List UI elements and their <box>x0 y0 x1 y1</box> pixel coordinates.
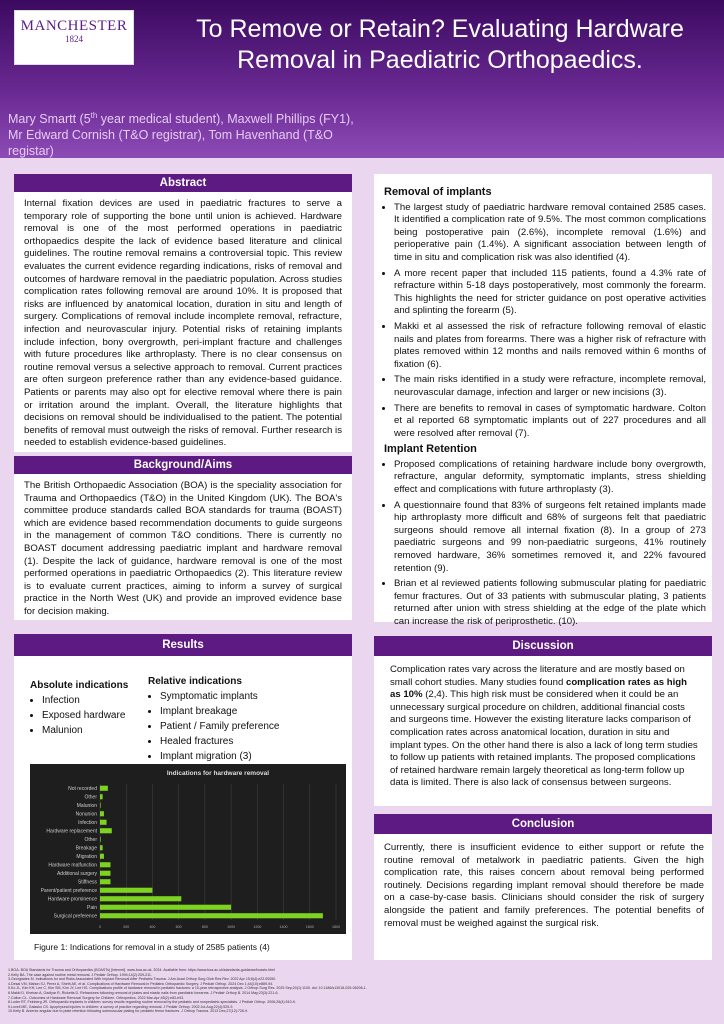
reference-item: 7.Colton CL. Outcomes of Hardware Removal Surgery for Children. Orthopedics. 2022 Mar-Apr;45(2):e83-e93. <box>8 995 185 1000</box>
removal-bullet: • There are benefits to removal in cases of symptomatic hardware. Colton et al reported 68 symptomatic implants out of 227 procedures and all were resolved after removal (7). <box>394 403 706 441</box>
chart-bar <box>100 811 104 816</box>
chart-bar <box>100 896 181 901</box>
reference-item: 10.Kelly B. Anterior angular due to plate retention following submuscular plating for pediatric femur fractures. J Orthop Trauma. 2013 Dec;27(12):726-9. <box>8 1009 249 1014</box>
chart-category-label: Other <box>84 794 97 801</box>
chart-bar <box>100 845 103 850</box>
chart-tick-label: 1400 <box>279 925 288 929</box>
absolute-item: • Malunion <box>42 725 140 736</box>
chart-category-label: Malunion <box>76 803 97 810</box>
discussion-part-b: (2,4). This high risk must be considered when it could be an unnecessary surgical procedure on children, additional financial costs and surgeons time. However the existing literature lacks comparison of complication rates across anatomical location, duration in situ and implant types. On the other hand there is also a lack of long term studies to follow up patients with retained implants. The proposed complications of retained hardware remain largely theoretical as long-term follow up data is limited. There is also lack of consensus between surgeons. <box>390 689 698 789</box>
chart-category-label: Stiffness <box>77 879 97 886</box>
abstract-text: Internal fixation devices are used in paediatric fractures to serve a temporary role of supporting the bone until union is achieved. Hardware removal is one of the most performed operations in paediatric orthopaedics despite the lack of evidence based literature and clinical guidelines. The routine removal remains a controversial topic. This review evaluates the current evidence regarding indications, risks of removal and outcomes of hardware removal in the paediatric population. Across studies complication rates following removal are around 10%. It is proposed that risks are influenced by anatomical location, duration in situ and length of surgery. Complications of removal include incomplete removal, refracture, infection and neurovascular injury. Potential risks of retaining implants include infection, bony overgrowth, peri-implant fracture and challenges with future procedures like arthroplasty. There is no clear consensus on routine removal versus a selective approach to removal. Current practices are often surgeon preference rather than any evidence-based guidance. Patients or parents may also opt for elective removal where there is pain or irritation around the implant. Overall, the literature highlights that decisions on removal should be individualised to the patient. The potential benefits of removal must outweigh the risks of removal. Further research is needed to establish evidence-based guidelines. <box>24 198 342 449</box>
chart-tick-label: 400 <box>149 925 156 929</box>
figure-caption: Figure 1: Indications for removal in a study of 2585 patients (4) <box>34 942 270 952</box>
chart-tick-label: 200 <box>123 925 130 929</box>
chart-tick-label: 0 <box>99 925 101 929</box>
background-text: The British Orthopaedic Association (BOA) is the speciality association for Trauma and Orthopaedics (T&O) in the United Kingdom (UK). The BOA's committee produce standards called BOA standards for trauma (BOAST) which are evidence based recommendation documents to guide surgeons in the management of common T&O conditions. There is currently no BOAST document addressing paediatric implant and hardware removal (1). Despite the lack of guidance, hardware removal is one of the most performed operations in paediatric Orthopaedics (2). This literature review is to evaluate current practices, aiming to inform a survey of surgical practice in the North West (UK) and provide an improved evidence base for decision making. <box>24 480 342 617</box>
retention-bullet: • Brian et al reviewed patients following submuscular plating for paediatric femur fractures. Out of 33 patients with submuscular plating, 3 patients returned after union with stress shielding at the edge of the plate which can increase the risk of periprosthetic. (10). <box>394 578 706 628</box>
chart-category-label: Surgical preference <box>53 913 97 920</box>
removal-bullet: • Makki et al assessed the risk of refracture following removal of elastic nails and plates from forearms. There was a higher risk of refracture with plates removed within 12 months and nails removed within 6 months of fixation (6). <box>394 321 706 371</box>
reference-item: 2.Kelly BA. The case against routine metal removal. J Pediatr Orthop. 1994;14(2):209-211. <box>8 972 152 977</box>
chart-bar <box>100 794 103 799</box>
chart-bar <box>100 786 108 791</box>
discussion-text <box>390 664 698 790</box>
chart-category-label: Hardware prominence <box>47 896 97 903</box>
chart-category-label: Breakage <box>75 845 97 852</box>
reference-item: 6.Makki D, Kheiran A, Gadiyar R, Ricketts D. Refractures following removal of plates and elastic nails from paediatric forearms. J Pediatr Orthop B. 2014 May;23(3):221-6. <box>8 990 279 995</box>
chart-tick-label: 1800 <box>332 925 340 929</box>
chart-tick-label: 600 <box>175 925 182 929</box>
absolute-indications <box>30 680 140 740</box>
chart-bar <box>100 905 231 910</box>
references <box>8 968 718 1014</box>
chart-bar <box>100 913 323 918</box>
chart-category-label: Infection <box>78 820 97 827</box>
poster-header <box>0 0 724 158</box>
chart-category-label: Pain <box>86 905 97 912</box>
chart-svg <box>30 764 346 934</box>
chart-category-label: Other <box>84 837 97 844</box>
chart-tick-label: 1000 <box>227 925 236 929</box>
chart-category-label: Nonunion <box>75 811 97 818</box>
discussion-part-a: Complication rates vary across the literature and are mostly based on small cohort studies. Many studies found <box>390 664 685 688</box>
relative-heading: Relative indications <box>148 676 242 687</box>
chart-category-label: Parent/patient preference <box>40 888 97 895</box>
relative-item: • Patient / Family preference <box>160 721 338 732</box>
university-name: The University of Manchester <box>14 50 125 60</box>
chart-bar <box>100 862 110 867</box>
poster-authors: Mary Smartt (5th year medical student), Maxwell Phillips (FY1), Mr Edward Cornish (T&O registrar), Tom Havenhand (T&O registar) <box>8 111 354 159</box>
reference-item: 9.Lovell ME, Galasko CS. Apophyseal injuries in children: a survey of practice regarding removal. J Pediatr Orthop. 2002 Jul-Aug;22(4):525-9. <box>8 1004 234 1009</box>
removal-bullet: • The main risks identified in a study were refracture, incomplete removal, neurovascular damage, infection and larger or new incisions (3). <box>394 374 706 399</box>
chart-title: Indications for hardware removal <box>166 770 270 777</box>
chart-category-label: Migration <box>76 854 97 861</box>
reference-item: 3.Georgiades M. Indications for and Risks Associated With Implant Removal After Pediatric Trauma. J Am Acad Orthop Surg Glob Res Rev. 2022 Apr 15;6(4):e22.00050. <box>8 977 277 982</box>
discussion-heading: Discussion <box>374 636 712 656</box>
relative-item: • Implant breakage <box>160 706 338 717</box>
conclusion-heading: Conclusion <box>374 814 712 834</box>
conclusion-text: Currently, there is insufficient evidence to either support or refute the routine removal of metalwork in paediatric patients. Given the high complication rate, this raises concern about removal being performed routinely. Decisions regarding implant removal should therefore be made on a case-by-case basis. Clinicians should consider the risk of surgery alongside the patient and family preferences. The potential benefits of removal must be weighed against the surgical risk. <box>384 842 704 929</box>
background-heading: Background/Aims <box>14 456 352 474</box>
relative-item: • Healed fractures <box>160 736 338 747</box>
removal-bullet: • A more recent paper that included 115 patients, found a 4.3% rate of refracture within 5-18 days postoperatively, most commonly the forearm. This highlights the need for stricter guidance on post operative activities and splinting the forearm (5). <box>394 268 706 318</box>
chart-bar <box>100 854 104 859</box>
reference-item: 8.Loder RT, Feinberg JR. Orthopaedic implants in children: survey results regarding routine removal by the pediatric and nonpediatric specialists. J Pediatr Orthop. 2006;26(4):510-9. <box>8 1000 296 1005</box>
retention-bullet: • Proposed complications of retaining hardware include bony overgrowth, refracture, angular deformity, symptomatic implants, stress shielding effect and complications with future arthroplasty (3). <box>394 459 706 497</box>
relative-item: • Symptomatic implants <box>160 691 338 702</box>
relative-indications <box>148 676 338 766</box>
retention-heading: Implant Retention <box>384 443 477 456</box>
chart-bar <box>100 871 110 876</box>
chart-category-label: Not recorded <box>68 786 97 793</box>
removal-indications-chart <box>30 764 346 934</box>
chart-bar <box>100 828 112 833</box>
chart-category-label: Hardware malfunction <box>48 862 97 869</box>
absolute-item: • Exposed hardware <box>42 710 140 721</box>
chart-tick-label: 800 <box>201 925 208 929</box>
reference-item: 4.Desai VM, Mahon SJ, Perez A, Sheth AE, et al. Complications of Hardware Removal in Pediatric Orthopaedic Surgery. J Pediatr Orthop. 2024 Dec 1;44(10):e889-94. <box>8 981 274 986</box>
chart-category-label: Additional surgery <box>56 871 97 878</box>
logo-year: 1824 <box>65 34 83 44</box>
results-heading: Results <box>14 634 352 656</box>
chart-bar <box>100 803 101 808</box>
chart-bar <box>100 888 152 893</box>
chart-bar <box>100 820 107 825</box>
logo-main: MANCHESTER <box>20 18 128 34</box>
absolute-heading: Absolute indications <box>30 680 129 691</box>
review-text <box>384 186 706 632</box>
chart-bar <box>100 879 110 884</box>
removal-heading: Removal of implants <box>384 186 492 198</box>
chart-bar <box>100 837 101 842</box>
chart-category-label: Hardware replacement <box>46 828 97 835</box>
retention-bullet: • A questionnaire found that 83% of surgeons felt retained implants made hip arthroplasty more difficult and 68% of surgeons felt that paediatric surgeons should remove all internal fixation (8). In a group of 273 paediatric surgeons and 99 non-paediatric surgeons, 41% routinely removed hardware, 36% sometimes removed it, and 22% favoured retention (9). <box>394 500 706 576</box>
abstract-heading: Abstract <box>14 174 352 192</box>
chart-tick-label: 1600 <box>305 925 314 929</box>
absolute-item: • Infection <box>42 695 140 706</box>
reference-item: 1.BOA. BOA Standards for Trauma and Orthopaedics (BOASTs) [Internet]. www.boa.ac.uk. 2024. Available from: https://www.boa.ac.uk/standards-guidance/boasts.html <box>8 968 275 972</box>
relative-item: • Implant migration (3) <box>160 751 338 762</box>
poster-title: To Remove or Retain? Evaluating Hardware Removal in Paediatric Orthopaedics. <box>196 15 684 74</box>
removal-bullet: • The largest study of paediatric hardware removal contained 2585 cases. It identified a complication rate of 9.5%. The most common complications being postoperative pain (2.6%), incomplete removal (1.6%) and perioperative pain (1.4%). A significant association between length of time in situ and complication risk was also identified (4). <box>394 202 706 265</box>
discussion-bold: complication rates as high as 10% <box>390 676 688 701</box>
reference-item: 5.Ko JL, Kim KH, Lee C, Kim SM, Kim JY, Lee HS. Complications profile of hardware removal in pediatric fractures: a 10-year retrospective analysis. J Orthop Surg Res. 2025 Sep;20(1):1100. doi: 10.1186/s13018-025-06206-1. <box>8 986 367 991</box>
chart-tick-label: 1200 <box>253 925 262 929</box>
